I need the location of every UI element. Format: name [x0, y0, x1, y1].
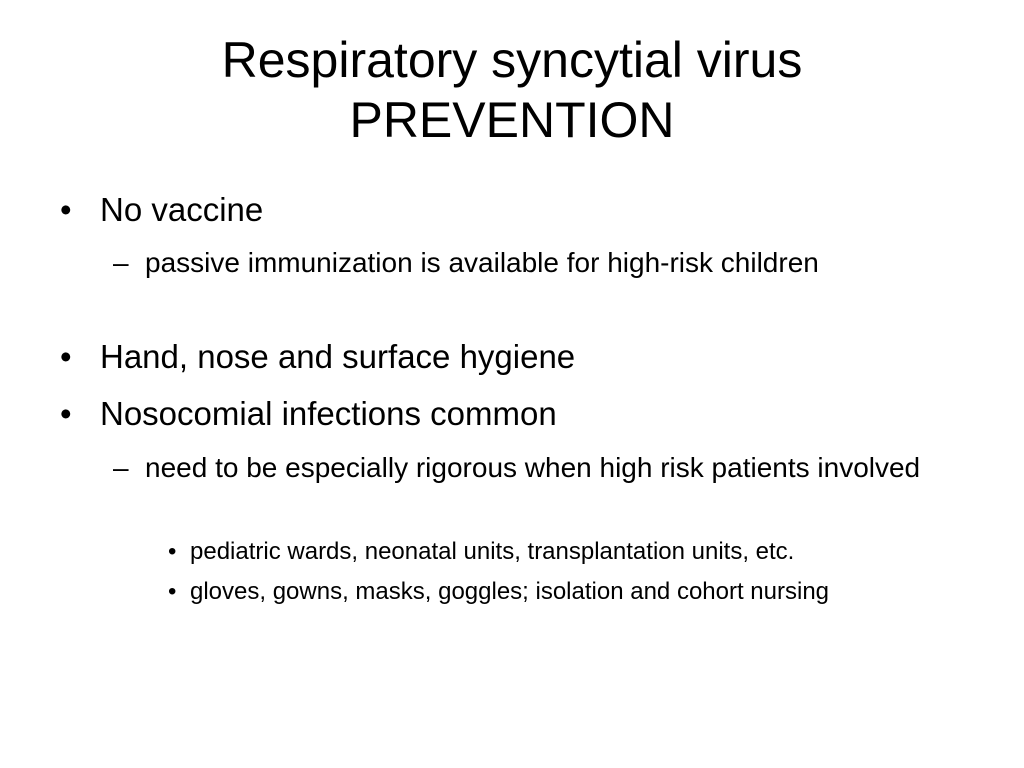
sub-sub-bullet-text: pediatric wards, neonatal units, transplantation units, etc.	[190, 538, 795, 565]
sub-sub-bullet-text: gloves, gowns, masks, goggles; isolation and cohort nursing	[190, 578, 830, 605]
slide-title	[40, 30, 984, 150]
bullet-item	[60, 190, 264, 230]
bullet-text: Hand, nose and surface hygiene	[100, 338, 576, 375]
bullet-marker: •	[168, 538, 177, 565]
bullet-item	[60, 337, 576, 377]
bullet-marker: •	[168, 578, 177, 605]
bullet-item	[60, 394, 557, 434]
bullet-marker: •	[60, 338, 72, 375]
bullet-text: No vaccine	[100, 191, 264, 228]
dash-marker: –	[113, 247, 129, 278]
sub-sub-bullet-item	[168, 532, 990, 572]
sub-bullet-item	[113, 243, 975, 283]
sub-bullet-item	[113, 448, 975, 488]
dash-marker: –	[113, 452, 129, 483]
sub-bullet-text: passive immunization is available for high-risk children	[145, 247, 819, 278]
sub-sub-bullet-item	[168, 572, 990, 612]
bullet-marker: •	[60, 191, 72, 228]
title-line-1: Respiratory syncytial virus	[221, 32, 803, 88]
bullet-marker: •	[60, 395, 72, 432]
title-line-2: PREVENTION	[349, 92, 675, 148]
bullet-text: Nosocomial infections common	[100, 395, 557, 432]
sub-bullet-text: need to be especially rigorous when high risk patients involved	[145, 452, 921, 483]
